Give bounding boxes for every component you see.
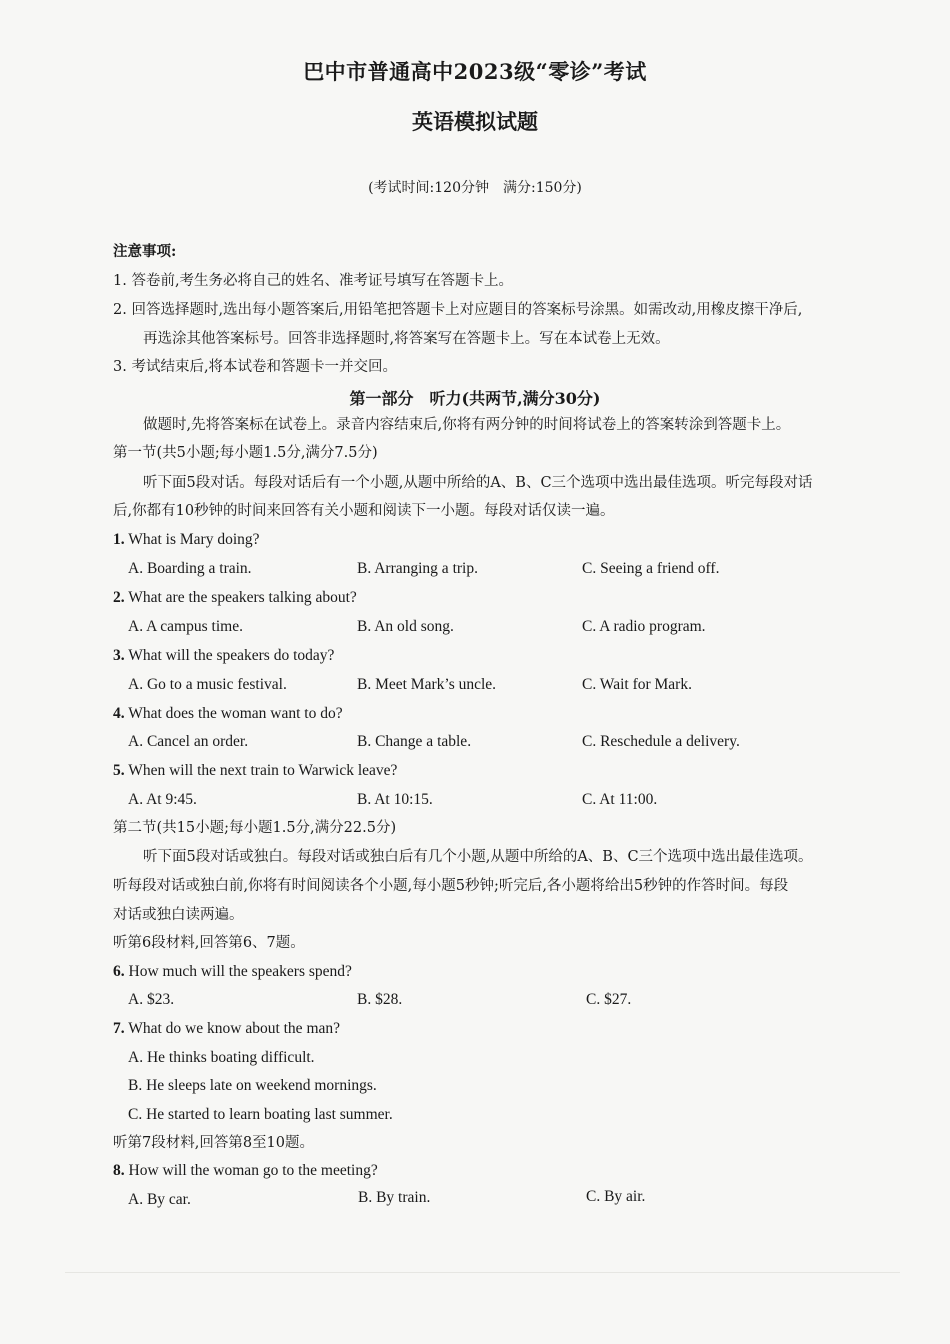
section2-instructions: 对话或独白读两遍。 — [113, 907, 244, 923]
option-a: A. Cancel an order. — [128, 733, 249, 750]
exam-subject: 英语模拟试题 — [412, 109, 538, 134]
question-number: 8. — [113, 1162, 125, 1179]
section1-heading: 第一节(共5小题;每小题1.5分,满分7.5分) — [113, 445, 378, 461]
part1-title: 第一部分 听力(共两节,满分30分) — [349, 389, 601, 408]
notice-item: 1. 答卷前,考生务必将自己的姓名、准考证号填写在答题卡上。 — [113, 273, 514, 289]
question-text: When will the next train to Warwick leave? — [128, 762, 398, 779]
question-number: 3. — [113, 647, 125, 664]
question-text: What does the woman want to do? — [128, 705, 343, 722]
question-6 — [113, 962, 352, 982]
question-text: How much will the speakers spend? — [128, 963, 352, 980]
notice-item: 2. 回答选择题时,选出每小题答案后,用铅笔把答题卡上对应题目的答案标号涂黑。如需改动,用橡皮擦干净后, — [113, 302, 803, 318]
option-c: C. $27. — [586, 991, 632, 1008]
option-a: A. Go to a music festival. — [128, 676, 287, 693]
question-7 — [113, 1019, 340, 1039]
option-b: B. At 10:15. — [357, 791, 433, 808]
option-a: A. $23. — [128, 991, 175, 1008]
question-number: 2. — [113, 589, 125, 606]
option-a: A. By car. — [128, 1191, 191, 1208]
question-text: How will the woman go to the meeting? — [128, 1162, 378, 1179]
question-number: 5. — [113, 762, 125, 779]
option-b: B. By train. — [358, 1189, 431, 1206]
option-c: C. At 11:00. — [582, 791, 658, 808]
question-number: 1. — [113, 531, 125, 548]
question-5 — [113, 761, 397, 781]
question-4 — [113, 704, 343, 724]
option-c: C. He started to learn boating last summer. — [128, 1106, 393, 1123]
section1-instructions: 听下面5段对话。每段对话后有一个小题,从题中所给的A、B、C三个选项中选出最佳选项。听完每段对话 — [143, 475, 813, 491]
question-text: What are the speakers talking about? — [128, 589, 357, 606]
option-c: C. A radio program. — [582, 618, 706, 635]
material-note: 听第6段材料,回答第6、7题。 — [113, 935, 305, 951]
option-a: A. He thinks boating difficult. — [128, 1049, 315, 1066]
exam-info: (考试时间:120分钟 满分:150分) — [368, 180, 582, 196]
question-3 — [113, 646, 334, 666]
option-b: B. Meet Mark’s uncle. — [357, 676, 497, 693]
section2-heading: 第二节(共15小题;每小题1.5分,满分22.5分) — [113, 820, 397, 836]
option-a: A. A campus time. — [128, 618, 243, 635]
option-c: C. By air. — [586, 1188, 646, 1205]
question-number: 7. — [113, 1020, 125, 1037]
option-c: C. Reschedule a delivery. — [582, 733, 740, 750]
option-b: B. Change a table. — [357, 733, 472, 750]
question-2 — [113, 588, 357, 608]
bottom-divider — [65, 1272, 900, 1273]
section1-instructions: 后,你都有10秒钟的时间来回答有关小题和阅读下一小题。每段对话仅读一遍。 — [113, 503, 615, 519]
question-1 — [113, 530, 260, 550]
option-a: A. At 9:45. — [128, 791, 197, 808]
notice-heading: 注意事项: — [113, 243, 177, 260]
option-b: B. An old song. — [357, 618, 454, 635]
question-number: 4. — [113, 705, 125, 722]
option-a: A. Boarding a train. — [128, 560, 252, 577]
section2-instructions: 听每段对话或独白前,你将有时间阅读各个小题,每小题5秒钟;听完后,各小题将给出5秒钟的作答时间。每段 — [113, 878, 789, 894]
notice-item: 3. 考试结束后,将本试卷和答题卡一并交回。 — [113, 359, 398, 375]
question-8 — [113, 1161, 378, 1181]
option-c: C. Wait for Mark. — [582, 676, 692, 693]
question-text: What do we know about the man? — [128, 1020, 341, 1037]
exam-title: 巴中市普通高中2023级“零诊”考试 — [303, 59, 647, 84]
question-number: 6. — [113, 963, 125, 980]
option-c: C. Seeing a friend off. — [582, 560, 720, 577]
option-b: B. Arranging a trip. — [357, 560, 478, 577]
option-b: B. He sleeps late on weekend mornings. — [128, 1077, 377, 1094]
question-text: What is Mary doing? — [128, 531, 260, 548]
question-text: What will the speakers do today? — [128, 647, 335, 664]
section2-instructions: 听下面5段对话或独白。每段对话或独白后有几个小题,从题中所给的A、B、C三个选项中选出最佳选项。 — [143, 849, 813, 865]
notice-item: 再选涂其他答案标号。回答非选择题时,将答案写在答题卡上。写在本试卷上无效。 — [143, 331, 670, 347]
part1-intro: 做题时,先将答案标在试卷上。录音内容结束后,你将有两分钟的时间将试卷上的答案转涂到答题卡上。 — [143, 417, 791, 433]
material-note: 听第7段材料,回答第8至10题。 — [113, 1135, 315, 1151]
option-b: B. $28. — [357, 991, 403, 1008]
